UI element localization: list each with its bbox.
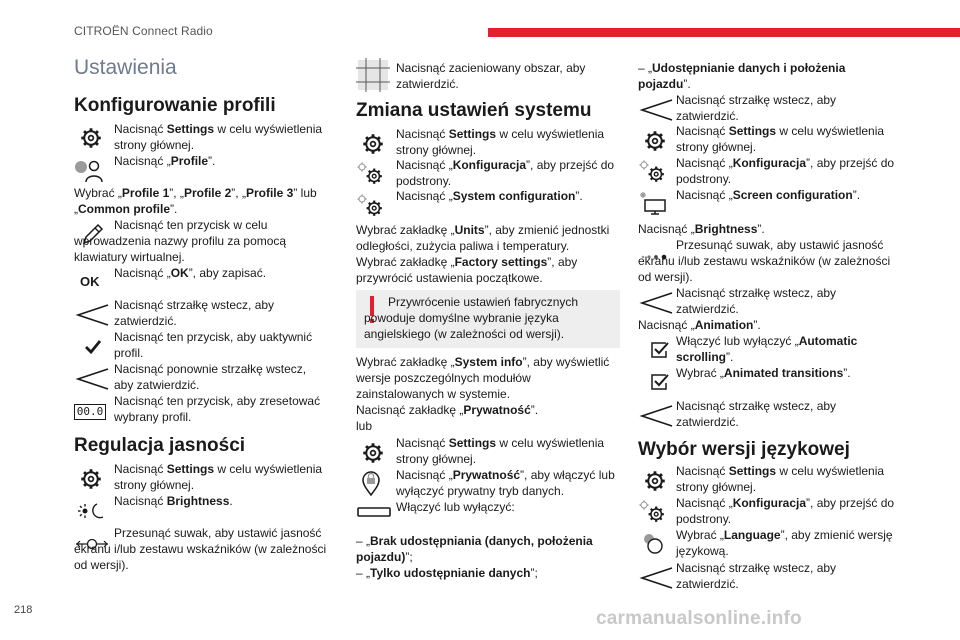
screen-step-brightness: Nacisnąć „Brightness”. (638, 222, 765, 236)
privacy-option-data-location: – „Udostępnianie danych i położenia pojazdu”. (638, 61, 846, 91)
language-step-config: Nacisnąć „Konfiguracja”, aby przejść do podstrony. (676, 496, 895, 526)
system-step-settings: Nacisnąć Settings w celu wyświetlenia strony głównej. (396, 127, 605, 157)
screen-step-back-final: Nacisnąć strzałkę wstecz, aby zatwierdzić. (676, 399, 837, 429)
warning-box (356, 290, 620, 348)
back-arrow-icon (74, 366, 110, 392)
profiles-step-profile: Nacisnąć „Profile”. (114, 154, 216, 168)
screen-step-slider: Przesunąć suwak, aby ustawić jasność ekranu i/lub zestawu wskaźników (w zależności od wersji). (638, 238, 891, 284)
profiles-step-back-again: Nacisnąć ponownie strzałkę wstecz, aby zatwierdzić. (114, 362, 307, 392)
watermark: carmanualsonline.info (596, 608, 802, 629)
gear-icon (640, 128, 670, 154)
language-step-back: Nacisnąć strzałkę wstecz, aby zatwierdzić. (676, 561, 837, 591)
language-step-language: Wybrać „Language”, aby zmienić wersję językową. (676, 528, 893, 558)
warning-text: Przywrócenie ustawień fabrycznych powoduje domyślne wybranie języka angielskiego (w zależności od wersji). (364, 295, 579, 341)
gear-icon (76, 466, 106, 492)
section-title: Ustawienia (74, 56, 177, 79)
gears-icon (638, 159, 668, 185)
gear-icon (76, 125, 106, 151)
profiles-step-back: Nacisnąć strzałkę wstecz, aby zatwierdzić. (114, 298, 275, 328)
screen-step-settings: Nacisnąć Settings w celu wyświetlenia strony głównej. (676, 124, 885, 154)
screen-step-screenconf: Nacisnąć „Screen configuration”. (676, 188, 861, 202)
shaded-area-icon (356, 58, 390, 92)
screen-step-animation: Nacisnąć „Animation”. (638, 318, 761, 332)
privacy-step-toggle: Włączyć lub wyłączyć: (396, 500, 515, 514)
profiles-step-activate: Nacisnąć ten przycisk, aby uaktywnić profil. (114, 330, 313, 360)
screen-step-autoscroll: Włączyć lub wyłączyć „Automatic scrolling”. (676, 334, 858, 364)
profile-icon (74, 158, 104, 184)
language-icon (638, 531, 668, 557)
gears-icon (356, 193, 386, 219)
brightness-step-settings: Nacisnąć Settings w celu wyświetlenia strony głównej. (114, 462, 323, 492)
checkbox-icon (644, 336, 674, 362)
profiles-step-choose: Wybrać „Profile 1”, „Profile 2”, „Profile 3” lub „Common profile”. (74, 186, 317, 216)
check-icon (78, 334, 108, 360)
gear-icon (358, 131, 388, 157)
privacy-pin-icon (356, 470, 386, 496)
gear-icon (358, 440, 388, 466)
privacy-step-settings: Nacisnąć Settings w celu wyświetlenia strony głównej. (396, 436, 605, 466)
language-step-settings: Nacisnąć Settings w celu wyświetlenia strony głównej. (676, 464, 885, 494)
toggle-icon (356, 499, 392, 525)
system-info: Wybrać zakładkę „System info”, aby wyświetlić wersje poszczególnych modułów zainstalowanych w systemie. (356, 355, 610, 401)
reset-icon: 00.0 (74, 404, 106, 420)
heading-language: Wybór wersji językowej (638, 439, 850, 460)
gears-icon (356, 161, 386, 187)
heading-brightness: Regulacja jasności (74, 435, 246, 456)
system-step-config: Nacisnąć „Konfiguracja”, aby przejść do podstrony. (396, 158, 615, 188)
back-arrow-icon (74, 302, 110, 328)
profiles-step-name: Nacisnąć ten przycisk w celu wprowadzenia nazwy profilu za pomocą klawiatury wirtualnej. (74, 218, 287, 264)
system-step-sysconf: Nacisnąć „System configuration”. (396, 189, 583, 203)
profiles-step-ok: Nacisnąć „OK”, aby zapisać. (114, 266, 267, 280)
screen-step-config: Nacisnąć „Konfiguracja”, aby przejść do podstrony. (676, 156, 895, 186)
back-arrow-icon (638, 290, 674, 316)
brightness-step-brightness: Nacisnąć Brightness. (114, 494, 233, 508)
brightness-step-slider: Przesunąć suwak, aby ustawić jasność ekranu i/lub zestawu wskaźników (w zależności od wersji). (74, 526, 327, 572)
gears-icon (638, 499, 668, 525)
screen-step-back: Nacisnąć strzałkę wstecz, aby zatwierdzić. (676, 286, 837, 316)
system-or: lub (356, 419, 373, 433)
privacy-option-data: – „Tylko udostępnianie danych”; (356, 566, 538, 580)
privacy-step-back: Nacisnąć strzałkę wstecz, aby zatwierdzić. (676, 93, 837, 123)
back-arrow-icon (638, 565, 674, 591)
screen-step-transitions: Wybrać „Animated transitions”. (676, 366, 851, 380)
gear-icon (640, 468, 670, 494)
back-arrow-icon (638, 97, 674, 123)
header-accent-bar (488, 28, 960, 37)
screen-icon (638, 191, 668, 217)
system-factory: Wybrać zakładkę „Factory settings”, aby przywrócić ustawienia początkowe. (356, 255, 578, 285)
privacy-option-none: – „Brak udostępniania (danych, położenia pojazdu)”; (356, 534, 593, 564)
page-number: 218 (14, 604, 33, 616)
ok-icon: OK (80, 274, 100, 289)
heading-system: Zmiana ustawień systemu (356, 100, 592, 121)
checkbox-icon (644, 368, 674, 394)
profiles-step-reset: Nacisnąć ten przycisk, aby zresetować wybrany profil. (114, 394, 321, 424)
privacy-step-privacy: Nacisnąć „Prywatność”, aby włączyć lub wyłączyć prywatny tryb danych. (396, 468, 615, 498)
heading-profiles: Konfigurowanie profili (74, 95, 276, 116)
sun-moon-icon (76, 498, 106, 524)
profiles-step-settings: Nacisnąć Settings w celu wyświetlenia strony głównej. (114, 122, 323, 152)
system-units: Wybrać zakładkę „Units”, aby zmienić jednostki odległości, zużycia paliwa i temperatury. (356, 223, 610, 253)
system-privacy-tab: Nacisnąć zakładkę „Prywatność”. (356, 403, 539, 417)
running-header: CITROËN Connect Radio (74, 24, 213, 38)
shaded-area-text: Nacisnąć zacieniowany obszar, aby zatwierdzić. (396, 61, 586, 91)
back-arrow-icon (638, 403, 674, 429)
